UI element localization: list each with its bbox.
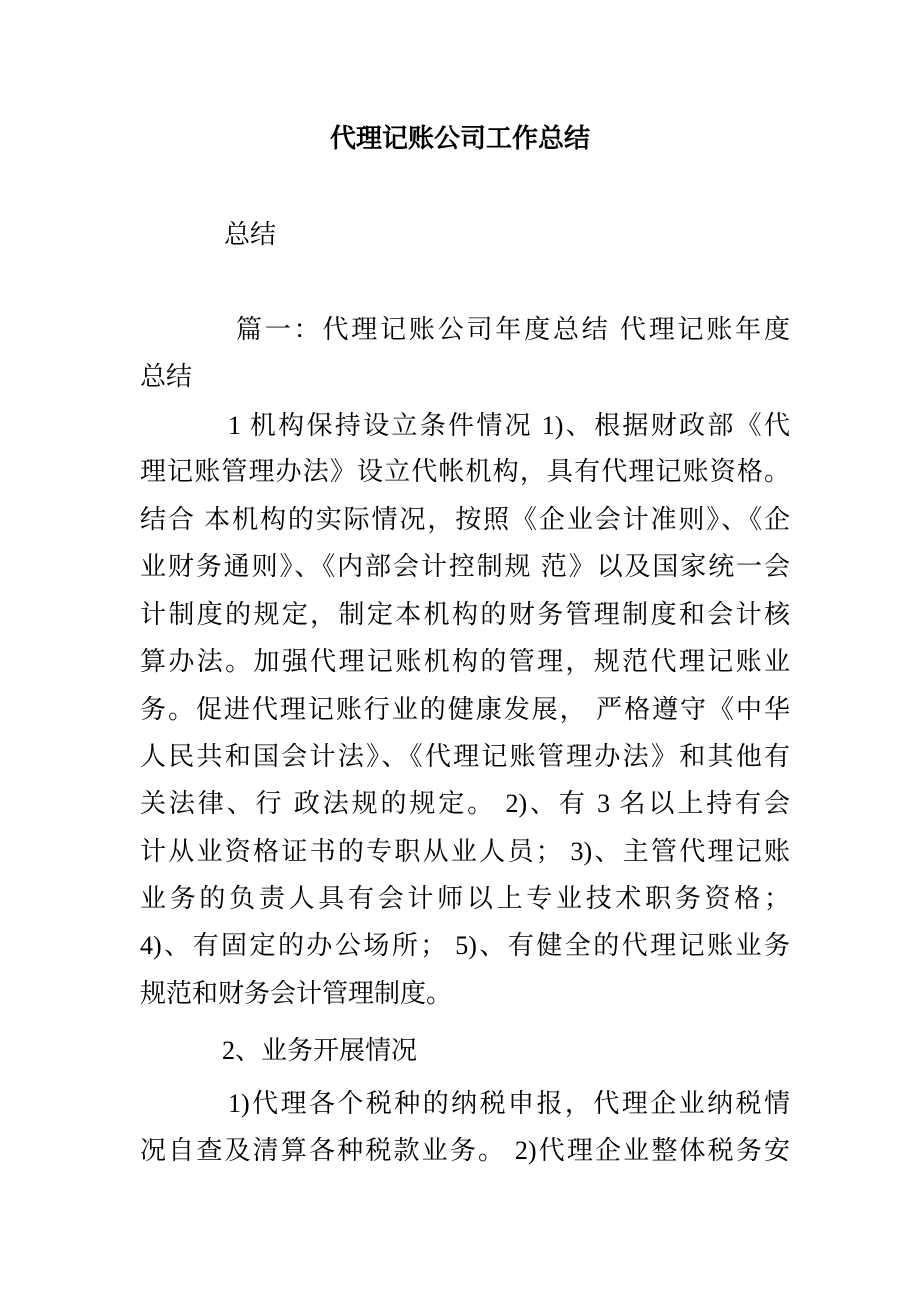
paragraph-line: 计从业资格证书的专职从业人员； 3)、主管代理记账: [140, 837, 790, 866]
paragraph-line: 计制度的规定，制定本机构的财务管理制度和会计核: [140, 600, 790, 629]
paragraph-line: 2、业务开展情况: [222, 1036, 418, 1065]
paragraph-line: 篇一：代理记账公司年度总结 代理记账年度: [236, 315, 790, 344]
paragraph-line: 务。促进代理记账行业的健康发展， 严格遵守《中华: [140, 695, 790, 724]
paragraph-line: 规范和财务会计管理制度。: [140, 979, 453, 1008]
document-title: 代理记账公司工作总结: [329, 124, 590, 153]
paragraph-line: 4)、有固定的办公场所； 5)、有健全的代理记账业务: [140, 931, 790, 960]
paragraph-line: 人民共和国会计法》、《代理记账管理办法》和其他有: [140, 742, 790, 771]
paragraph-line: 总结: [140, 362, 193, 391]
paragraph-line: 1 机构保持设立条件情况 1)、根据财政部《代: [228, 411, 790, 440]
paragraph-line: 关法律、行 政法规的规定。 2)、有 3 名以上持有会: [140, 789, 790, 818]
paragraph-line: 业务的负责人具有会计师以上专业技术职务资格；: [140, 884, 790, 913]
paragraph-line: 理记账管理办法》设立代帐机构，具有代理记账资格。: [140, 457, 790, 486]
paragraph-line: 1)代理各个税种的纳税申报，代理企业纳税情: [228, 1089, 790, 1118]
paragraph-line: 业财务通则》、《内部会计控制规 范》以及国家统一会: [140, 552, 790, 581]
paragraph-line: 总结: [224, 220, 277, 249]
paragraph-line: 算办法。加强代理记账机构的管理，规范代理记账业: [140, 647, 790, 676]
paragraph-line: 结合 本机构的实际情况，按照《企业会计准则》、《企: [140, 505, 790, 534]
paragraph-line: 况自查及清算各种税款业务。 2)代理企业整体税务安: [140, 1136, 790, 1165]
